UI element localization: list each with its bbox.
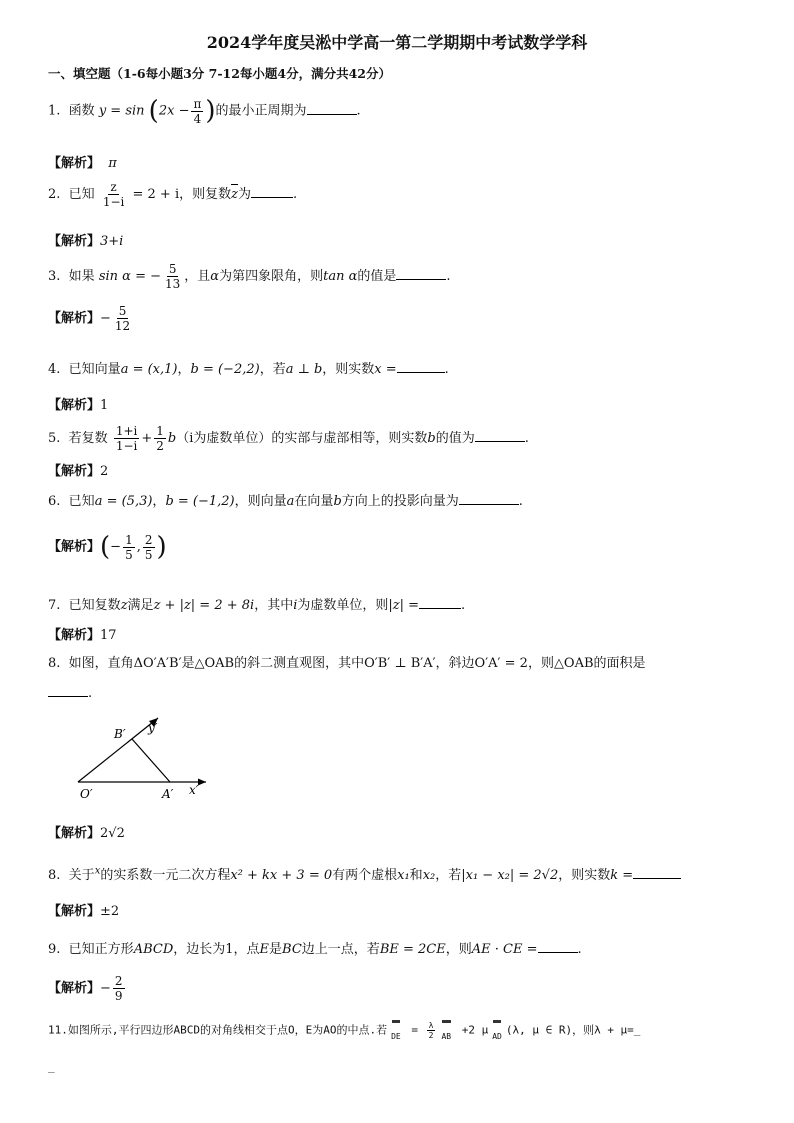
- answer-4: 【解析】1: [48, 398, 109, 413]
- fraction: $\frac{1}{5}$: [125, 532, 133, 562]
- fraction: $\frac{5}{13}$: [165, 262, 181, 291]
- label-y: y′: [148, 721, 158, 735]
- label-A: A′: [162, 787, 174, 801]
- fraction: $\frac{\pi}{4}$: [193, 96, 202, 126]
- answer-blank: [475, 429, 525, 442]
- question-3: 3. 如果 sin α = − $\frac{5}{13}$ ，且α为第四象限角，则tan α的值是 .: [48, 262, 451, 291]
- answer-2: 【解析】3+i: [48, 234, 124, 249]
- answer-5: 【解析】2: [48, 464, 109, 479]
- answer-blank: [251, 185, 293, 198]
- answer-blank: [397, 360, 445, 373]
- answer-1: 【解析】 π: [48, 156, 117, 171]
- question-1: 1. 函数 y = sin (2x − $\frac{\pi}{4}$ )的最小正周期为 .: [48, 96, 361, 126]
- fraction: $\frac{z}{1-i}$: [102, 180, 125, 209]
- question-8-continued: .: [48, 684, 92, 701]
- oblique-view-diagram: [70, 712, 220, 802]
- label-x: x′: [189, 783, 199, 797]
- vector-AB: AB: [439, 1020, 453, 1041]
- question-6: 6. 已知a = (5,3)，b = (−1,2)，则向量a在向量b方向上的投影向量为 .: [48, 494, 523, 509]
- vector-DE: DE: [389, 1020, 403, 1041]
- answer-9: 【解析】±2: [48, 904, 120, 919]
- fraction: $\frac{2}{5}$: [144, 532, 153, 562]
- math-expr: 2x −: [158, 103, 190, 119]
- left-paren: (: [148, 96, 159, 126]
- triangle-side-BA: [132, 739, 170, 782]
- fraction: $\frac{1}{2}$: [156, 424, 164, 453]
- answer-8: 【解析】2√2: [48, 826, 125, 841]
- question-7: 7. 已知复数z满足z + |z| = 2 + 8i，其中i为虚数单位，则|z| = .: [48, 598, 466, 613]
- question-10: 9. 已知正方形ABCD，边长为1，点E是BC边上一点，若BE = 2CE，则AE · CE = .: [48, 942, 582, 957]
- question-5: 5. 若复数 $\frac{1+i}{1-i}$ + $\frac{1}{2}$ b（i为虚数单位）的实部与虚部相等，则实数b的值为 .: [48, 424, 529, 453]
- answer-blank: [396, 267, 446, 280]
- answer-3: 【解析】− $\frac{5}{12}$: [48, 304, 131, 333]
- x-axis-arrow: [198, 779, 206, 786]
- answer-6: 【解析】(− $\frac{1}{5}$ , $\frac{2}{5}$ ): [48, 532, 167, 562]
- answer-7: 【解析】17: [48, 628, 117, 643]
- answer-10: 【解析】− $\frac{2}{9}$: [48, 974, 123, 1003]
- fraction: $\frac{\lambda}{2}$: [428, 1021, 434, 1040]
- question-text: 函数: [68, 103, 95, 119]
- fraction: $\frac{2}{9}$: [114, 974, 123, 1003]
- question-9: 8. 关于$^x$的实系数一元二次方程x² + kx + 3 = 0有两个虚根x₁和x₂，若|x₁ − x₂| = 2√2，则实数k =: [48, 864, 681, 883]
- answer-blank: [419, 596, 461, 609]
- right-paren: ): [205, 96, 216, 126]
- answer-blank: [538, 940, 578, 953]
- question-text: 的最小正周期为: [215, 103, 307, 119]
- label-B: B′: [114, 727, 126, 741]
- question-11-tail: _: [48, 1060, 55, 1073]
- math-expr: y = sin: [98, 103, 145, 119]
- question-2: 2. 已知 $\frac{z}{1-i}$ = 2 + i，则复数z为 .: [48, 180, 298, 209]
- fraction: $\frac{5}{12}$: [114, 304, 131, 333]
- answer-blank: [633, 866, 681, 879]
- question-4: 4. 已知向量a = (x,1)，b = (−2,2)，若a ⊥ b，则实数x = .: [48, 362, 449, 377]
- answer-blank: [48, 684, 88, 697]
- vector-AD: AD: [490, 1020, 504, 1041]
- question-8: 8. 如图，直角ΔO′A′B′是△OAB的斜二测直观图，其中O′B′ ⊥ B′A′，斜边O′A′ = 2，则△OAB的面积是: [48, 656, 646, 671]
- page-title: 2024学年度吴淞中学高一第二学期期中考试数学学科: [206, 33, 588, 52]
- label-O: O′: [80, 787, 93, 801]
- fraction: $\frac{1+i}{1-i}$: [115, 424, 138, 453]
- question-number: 1.: [48, 103, 61, 119]
- answer-blank: [307, 102, 357, 115]
- question-11: 11.如图所示,平行四边形ABCD的对角线相交于点O，E为AO的中点.若 DE = $\frac{\lambda}{2}$ AB +2 μ AD (λ, μ ∈ R)，则λ + μ=_: [48, 1021, 641, 1041]
- answer-blank: [459, 492, 519, 505]
- section-heading: 一、填空题（1-6每小题3分 7-12每小题4分，满分共42分）: [48, 66, 392, 81]
